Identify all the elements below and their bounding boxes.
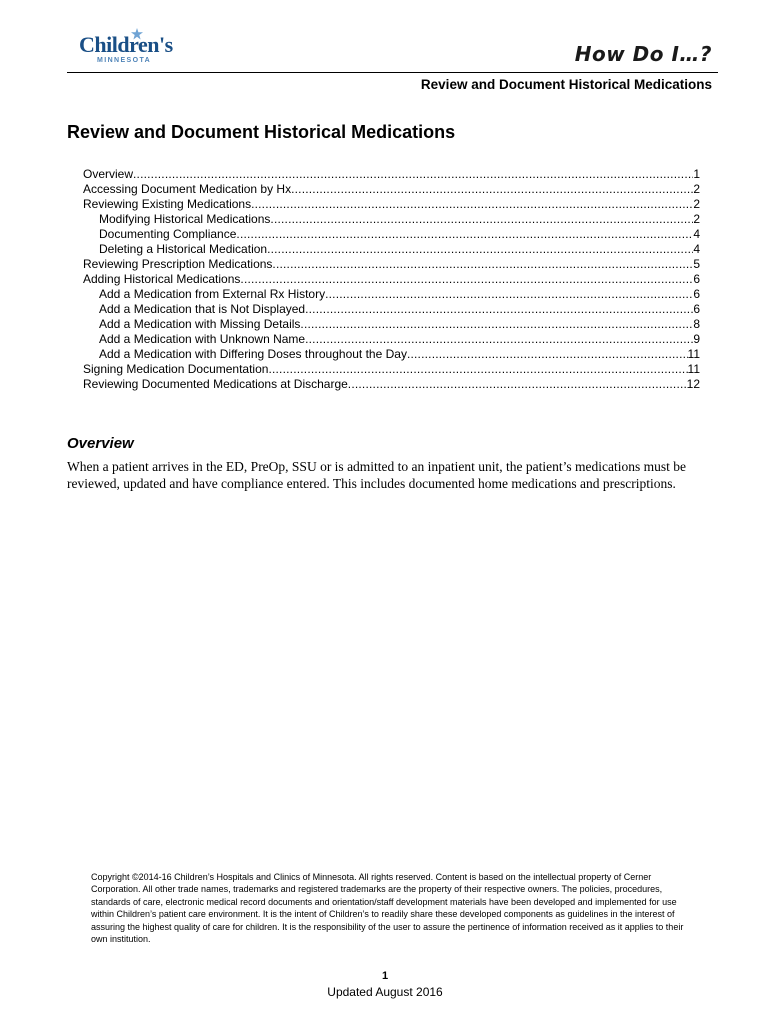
toc-leader-dots bbox=[305, 302, 693, 317]
toc-leader-dots bbox=[407, 347, 688, 362]
toc-entry-label: Reviewing Prescription Medications bbox=[83, 257, 273, 271]
how-do-i-tagline: How Do I…? bbox=[574, 42, 712, 66]
toc-entry[interactable] bbox=[83, 197, 700, 212]
toc-entry[interactable] bbox=[83, 212, 700, 227]
header-title: Review and Document Historical Medications bbox=[420, 77, 712, 92]
toc-entry[interactable] bbox=[83, 317, 700, 332]
toc-entry-page: 4 bbox=[693, 227, 700, 241]
toc-entry[interactable] bbox=[83, 167, 700, 182]
toc-entry-label: Deleting a Historical Medication bbox=[99, 242, 268, 256]
toc-entry[interactable] bbox=[83, 362, 700, 377]
toc-entry-label: Signing Medication Documentation bbox=[83, 362, 269, 376]
toc-entry-label: Add a Medication with Missing Details bbox=[99, 317, 301, 331]
toc-entry-label: Reviewing Existing Medications bbox=[83, 197, 252, 211]
toc-entry-page: 6 bbox=[693, 287, 700, 301]
toc-leader-dots bbox=[133, 167, 693, 182]
toc-leader-dots bbox=[272, 257, 693, 272]
toc-entry-page: 2 bbox=[693, 212, 700, 226]
page-number: 1 bbox=[381, 970, 389, 982]
toc-entry[interactable] bbox=[83, 377, 700, 392]
toc-entry[interactable] bbox=[83, 272, 700, 287]
toc-entry-label: Add a Medication that is Not Displayed bbox=[99, 302, 306, 316]
toc-entry[interactable] bbox=[83, 257, 700, 272]
toc-entry-page: 2 bbox=[693, 197, 700, 211]
toc-entry-page: 12 bbox=[686, 377, 700, 391]
table-of-contents bbox=[83, 167, 700, 392]
toc-entry-page: 4 bbox=[693, 242, 700, 256]
toc-entry-label: Add a Medication with Differing Doses throughout the Day bbox=[99, 347, 407, 361]
toc-entry-label: Adding Historical Medications bbox=[83, 272, 241, 286]
toc-entry-label: Add a Medication from External Rx History bbox=[99, 287, 326, 301]
toc-entry-label: Accessing Document Medication by Hx bbox=[83, 182, 292, 196]
toc-entry-page: 11 bbox=[687, 347, 700, 361]
toc-entry[interactable] bbox=[83, 182, 700, 197]
toc-entry-label: Overview bbox=[83, 167, 134, 181]
toc-entry[interactable] bbox=[83, 227, 700, 242]
document-title: Review and Document Historical Medications bbox=[67, 122, 456, 142]
overview-heading: Overview bbox=[67, 435, 134, 452]
toc-leader-dots bbox=[240, 272, 693, 287]
overview-paragraph: When a patient arrives in the ED, PreOp, SSU or is admitted to an inpatient unit, the patient’s medications must be reviewed, updated and have compliance entered. This includes documented home medications and prescriptions. bbox=[67, 459, 686, 491]
toc-leader-dots bbox=[267, 242, 693, 257]
toc-entry-page: 1 bbox=[693, 167, 700, 181]
toc-entry-page: 5 bbox=[693, 257, 700, 271]
toc-leader-dots bbox=[268, 362, 687, 377]
toc-entry[interactable] bbox=[83, 332, 700, 347]
toc-entry-label: Documenting Compliance bbox=[99, 227, 237, 241]
logo-wordmark: Children's bbox=[79, 32, 173, 57]
childrens-minnesota-logo bbox=[77, 28, 187, 68]
toc-leader-dots bbox=[236, 227, 693, 242]
toc-leader-dots bbox=[270, 212, 693, 227]
toc-entry-page: 6 bbox=[693, 272, 700, 286]
toc-leader-dots bbox=[291, 182, 693, 197]
logo-subtitle: MINNESOTA bbox=[97, 57, 152, 64]
toc-entry-page: 9 bbox=[693, 332, 700, 346]
toc-entry[interactable] bbox=[83, 347, 700, 362]
toc-leader-dots bbox=[300, 317, 693, 332]
toc-leader-dots bbox=[305, 332, 693, 347]
toc-entry[interactable] bbox=[83, 242, 700, 257]
toc-entry-label: Reviewing Documented Medications at Discharge bbox=[83, 377, 348, 391]
toc-entry-page: 6 bbox=[693, 302, 700, 316]
toc-leader-dots bbox=[325, 287, 693, 302]
toc-entry-page: 2 bbox=[693, 182, 700, 196]
updated-date: Updated August 2016 bbox=[327, 985, 443, 999]
toc-leader-dots bbox=[251, 197, 693, 212]
header-divider bbox=[67, 72, 718, 73]
toc-entry[interactable] bbox=[83, 287, 700, 302]
toc-entry[interactable] bbox=[83, 302, 700, 317]
toc-entry-page: 8 bbox=[693, 317, 700, 331]
toc-leader-dots bbox=[348, 377, 687, 392]
copyright-notice: Copyright ©2014-16 Children’s Hospitals and Clinics of Minnesota. All rights reserved. Content is based on the intellectual property of Cerner Corporation. All other trade names, trademarks and registered trademarks are the property of their respective owners. The policies, procedures, standards of care, electronic medical record documents and orientation/staff development materials have been developed and implemented for use within Children’s patient care environment. It is the intent of Children’s to readily share these developed components as guidelines in the interest of assuring the highest quality of care for children. It is the responsibility of the user to assure the pertinence of information received as it applies to their own institution. bbox=[91, 872, 684, 945]
toc-entry-label: Modifying Historical Medications bbox=[99, 212, 271, 226]
toc-entry-page: 11 bbox=[687, 362, 700, 376]
toc-entry-label: Add a Medication with Unknown Name bbox=[99, 332, 306, 346]
